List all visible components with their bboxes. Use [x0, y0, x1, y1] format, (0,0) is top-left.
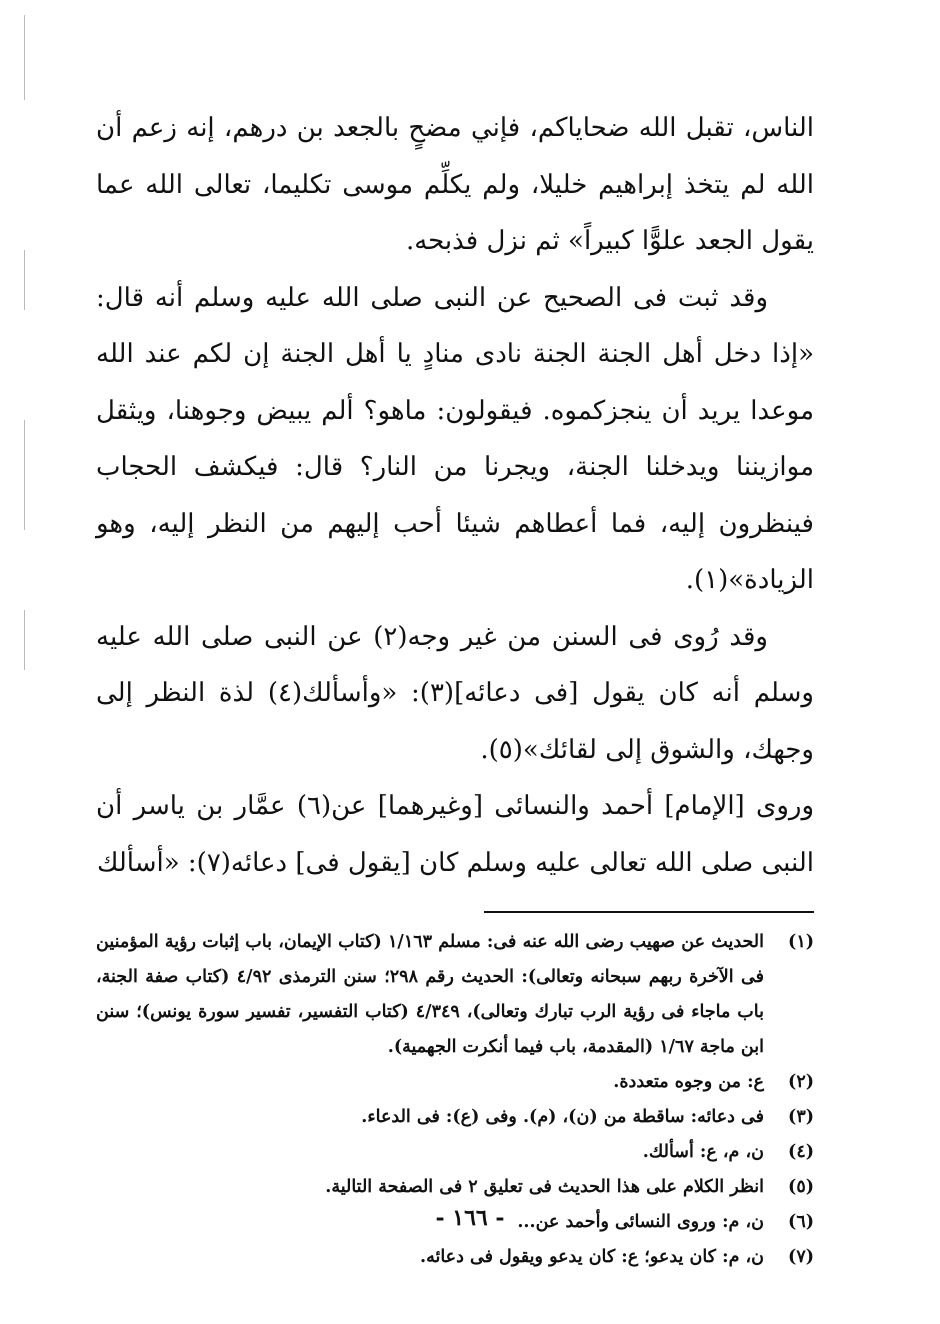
footnote-number: (٢) [788, 1072, 814, 1092]
footnote-text: الحديث عن صهيب رضى الله عنه فى: مسلم ١/١٦٣ (كتاب الإيمان، باب إثبات رؤية المؤمنين فى الآخرة ربهم سبحانه وتعالى): الحديث رقم ٢٩٨؛ سنن الترمذى ٤/٩٢ (كتاب صفة الجنة، باب ماجاء فى رؤية الرب تبارك وتعالى)، ٤/٣٤٩ (كتاب التفسير، تفسير سورة يونس)؛ سنن ابن ماجة ١/٦٧ (المقدمة، باب فيما أنكرت الجهمية). [96, 932, 764, 1057]
paragraph: وقد رُوى فى السنن من غير وجه(٢) عن النبى صلى الله عليه وسلم أنه كان يقول [فى دعائه](٣): «وأسألك(٤) لذة النظر إلى وجهك، والشوق إلى لقائك»(٥). [96, 621, 814, 765]
paragraph: الناس، تقبل الله ضحاياكم، فإني مضحٍ بالجعد بن درهم، إنه زعم أن الله لم يتخذ إبراهيم خليلا، ولم يكلِّم موسى تكليما، تعالى الله عما يقول الجعد علوًّا كبيراً» ثم نزل فذبحه. [96, 113, 814, 256]
footnote [96, 1240, 814, 1275]
footnote [96, 1170, 814, 1205]
footnote [96, 1065, 814, 1100]
footnote-text: ن، م: كان يدعو؛ ع: كان يدعو ويقول فى دعائه. [420, 1247, 764, 1267]
footnote-text: انظر الكلام على هذا الحديث فى تعليق ٢ فى الصفحة التالية. [325, 1177, 764, 1197]
footnote [96, 925, 814, 1065]
footnote-separator [484, 911, 814, 913]
page-number: - ١٦٦ - [435, 1205, 505, 1231]
footnote-number: (٣) [788, 1107, 814, 1127]
left-margin-line [24, 15, 25, 100]
footnote-number: (٥) [788, 1177, 814, 1197]
footnote [96, 1135, 814, 1170]
footnote [96, 1100, 814, 1135]
footnote-text: ن، م، ع: أسألك. [642, 1142, 764, 1162]
footnote-text: فى دعائه: ساقطة من (ن)، (م). وفى (ع): فى الدعاء. [361, 1107, 764, 1127]
footnote-number: (٧) [788, 1247, 814, 1267]
paragraph: وروى [الإمام] أحمد والنسائى [وغيرهما] عن(٦) عمَّار بن ياسر أن النبى صلى الله تعالى عليه وسلم كان [يقول فى] دعائه(٧): «أسألك [96, 791, 815, 878]
left-margin-line [24, 420, 25, 530]
book-page [96, 100, 814, 1275]
footnote-text: ع: من وجوه متعددة. [613, 1072, 764, 1092]
left-margin-line [24, 250, 25, 310]
left-margin-line [24, 610, 25, 670]
footnote-text: ن، م: وروى النسائى وأحمد عن... [517, 1212, 764, 1232]
footnote-number: (٦) [788, 1212, 814, 1232]
main-text [96, 100, 814, 891]
footnote-number: (٤) [788, 1142, 814, 1162]
footnote-number: (١) [788, 932, 814, 952]
paragraph: وقد ثبت فى الصحيح عن النبى صلى الله عليه وسلم أنه قال: «إذا دخل أهل الجنة الجنة نادى منادٍ يا أهل الجنة إن لكم عند الله موعدا يريد أن ينجزكموه. فيقولون: ماهو؟ ألم يبيض وجوهنا، ويثقل موازيننا ويدخلنا الجنة، ويجرنا من النار؟ قال: فيكشف الحجاب فينظرون إليه، فما أعطاهم شيئا أحب إليهم من النظر إليه، وهو الزيادة»(١). [96, 282, 814, 595]
